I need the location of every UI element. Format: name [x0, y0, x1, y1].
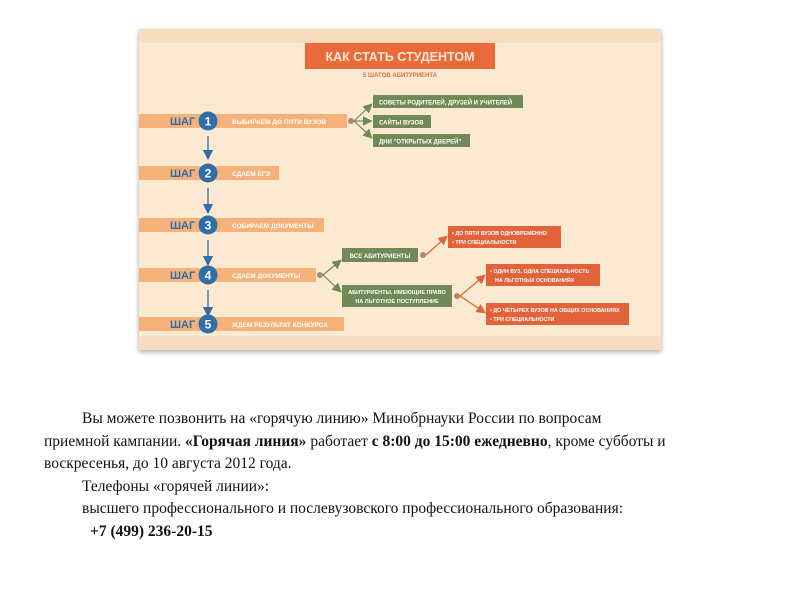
step-label: ВЫБИРАЕМ ДО ПЯТИ ВУЗОВ: [232, 119, 326, 126]
rule-text: • ДО ПЯТИ ВУЗОВ ОДНОВРЕМЕННО: [452, 231, 547, 237]
text-span: приемной кампании.: [44, 432, 186, 450]
option-university-sites: САЙТЫ ВУЗОВ: [379, 120, 424, 127]
step-label: СДАЕМ ЕГЭ: [232, 171, 271, 178]
rule-text: • ДО ЧЕТЫРЕХ ВУЗОВ НА ОБЩИХ ОСНОВАНИЯХ: [490, 308, 620, 314]
step-label: ЖДЕМ РЕЗУЛЬТАТ КОНКУРСА: [232, 322, 328, 329]
text-span: работает: [306, 432, 372, 450]
step-number: 2: [204, 166, 212, 181]
rule-text: • ТРИ СПЕЦИАЛЬНОСТИ: [452, 240, 517, 246]
step-number: 5: [204, 317, 212, 332]
step-2: [139, 164, 279, 183]
step-number: 4: [204, 268, 212, 283]
option-parents-advice: СОВЕТЫ РОДИТЕЛЕЙ, ДРУЗЕЙ И УЧИТЕЛЕЙ: [379, 100, 513, 107]
infographic-subtitle: 5 ШАГОВ АБИТУРИЕНТА: [363, 73, 437, 79]
working-hours: с 8:00 до 15:00 ежедневно: [371, 432, 548, 450]
step-word: ШАГ: [170, 220, 196, 232]
rule-text: • ТРИ СПЕЦИАЛЬНОСТИ: [490, 317, 555, 323]
steps-diagram: [139, 29, 661, 350]
step-4: [139, 266, 316, 285]
step-word: ШАГ: [170, 116, 196, 128]
connector-dot: [317, 272, 323, 278]
hotline-info: [44, 408, 764, 543]
hotline-name: «Горячая линия»: [185, 432, 307, 450]
paragraph-line: воскресенья, до 10 августа 2012 года.: [44, 455, 292, 472]
step-1: [139, 112, 347, 131]
step-3: [139, 216, 324, 235]
step-label: СОБИРАЕМ ДОКУМЕНТЫ: [232, 223, 314, 230]
step-5: [139, 315, 344, 334]
phone-number: +7 (499) 236-20-15: [90, 522, 213, 540]
step-label: СДАЕМ ДОКУМЕНТЫ: [232, 273, 301, 280]
connector-dot: [420, 252, 426, 258]
phones-heading: Телефоны «горячей линии»:: [82, 477, 270, 495]
step-number: 3: [204, 218, 212, 233]
all-applicants-label: ВСЕ АБИТУРИЕНТЫ: [349, 254, 411, 260]
connector-dot: [454, 293, 460, 299]
connector-dot: [348, 118, 354, 124]
rule-text: • ОДИН ВУЗ, ОДНА СПЕЦИАЛЬНОСТЬ: [490, 269, 590, 275]
step-word: ШАГ: [170, 270, 196, 282]
option-open-days: ДНИ "ОТКРЫТЫХ ДВЕРЕЙ": [379, 139, 462, 146]
paragraph-line: Вы можете позвонить на «горячую линию» Минобрнауки России по вопросам: [82, 410, 602, 427]
infographic-title: КАК СТАТЬ СТУДЕНТОМ: [325, 50, 475, 64]
step-number: 1: [204, 114, 212, 129]
paragraph-line: [44, 431, 764, 454]
phone-category: высшего профессионального и послевузовского профессионального образования:: [82, 500, 624, 517]
privileged-label-line2: НА ЛЬГОТНОЕ ПОСТУПЛЕНИЕ: [355, 299, 439, 305]
step-word: ШАГ: [170, 168, 196, 180]
admission-infographic: [139, 29, 661, 350]
step-word: ШАГ: [170, 319, 196, 331]
rule-text: НА ЛЬГОТНЫХ ОСНОВАНИЯХ: [495, 278, 575, 284]
privileged-label-line1: АБИТУРИЕНТЫ, ИМЕЮЩИЕ ПРАВО: [348, 290, 446, 296]
text-span: , кроме субботы и: [547, 432, 666, 450]
